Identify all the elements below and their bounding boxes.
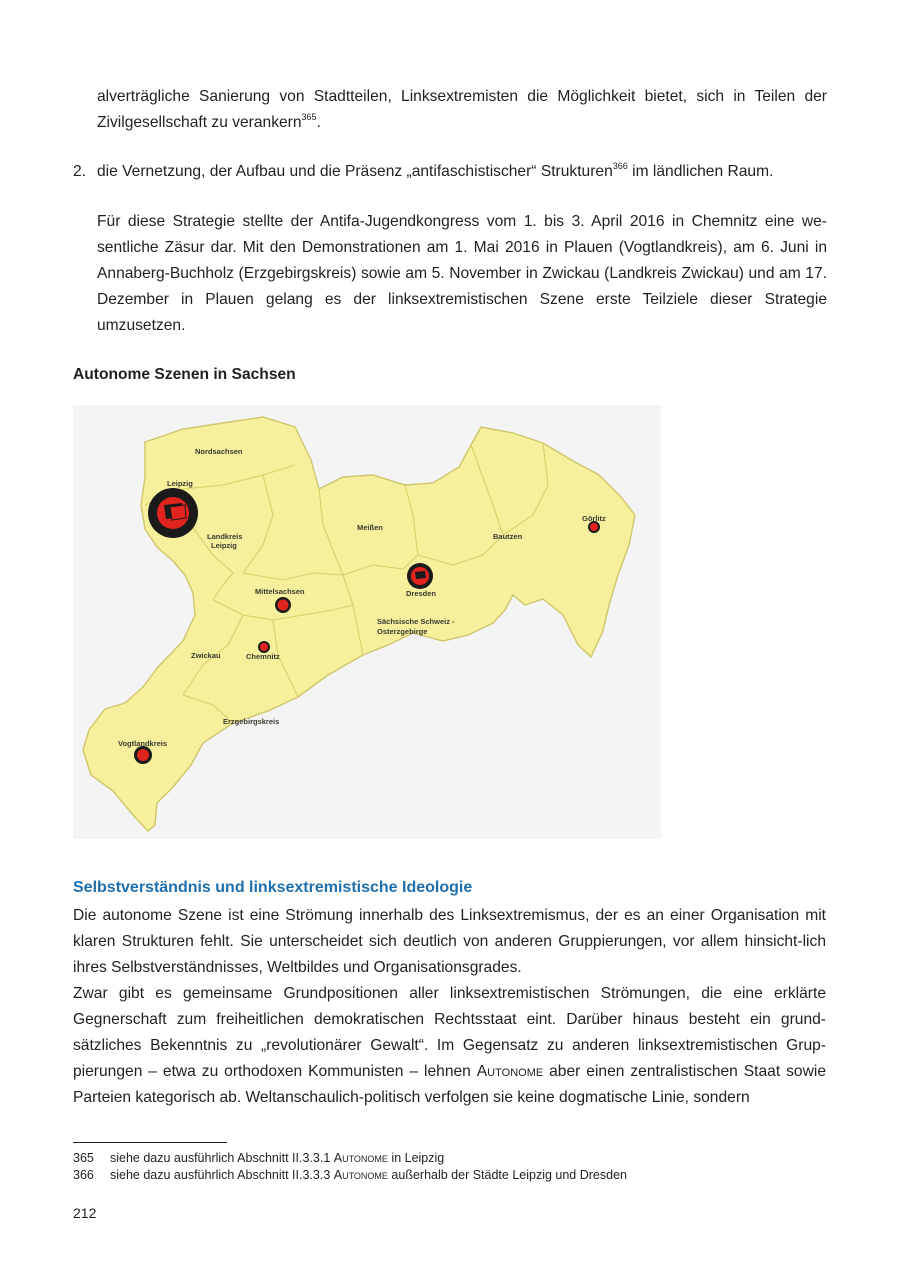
saxony-map (73, 405, 661, 839)
antifa-flag-icon-mittelsachsen (275, 597, 291, 613)
label-saechsische-schweiz-2: Osterzgebirge (377, 627, 428, 636)
label-dresden: Dresden (406, 589, 437, 598)
label-goerlitz: Görlitz (582, 514, 606, 523)
label-zwickau: Zwickau (191, 651, 221, 660)
label-landkreis-leipzig-1: Landkreis (207, 532, 243, 541)
antifa-flag-icon-leipzig (148, 488, 198, 538)
page-number: 212 (73, 1205, 97, 1221)
label-saechsische-schweiz-1: Sächsische Schweiz - (377, 617, 455, 626)
paragraph-continuation: alverträgliche Sanierung von Stadtteilen, Linksextremisten die Möglichkeit bietet, sich in Teilen der Zivilgesellschaft zu verankern$^{365}$. (97, 88, 827, 131)
antifa-flag-icon-dresden (407, 563, 433, 589)
section-paragraph-1: Die autonome Szene ist eine Strömung innerhalb des Linksextremismus, der es an einer Organisation mit klaren Strukturen fehlt. Sie unterscheidet sich deutlich von anderen Gruppierungen, vor allem hinsicht-lich ihres Selbstverständnisses, Weltbildes und Organisationsgrades. (73, 907, 826, 976)
section-paragraph-2: Zwar gibt es gemeinsame Grundpositionen aller linksextremistischen Strömungen, die eine erklärte Gegnerschaft zum freiheitlichen demokratischen Rechtsstaat eint. Darüber hinaus besteht ein grund-sätzliches Bekenntnis zu „revolutionärer Gewalt“. Im Gegensatz zu anderen linksextremistischen Grup-pierungen – etwa zu orthodoxen Kommunisten – lehnen Autonome aber einen zentralistischen Staat sowie Parteien kategorisch ab. Weltanschaulich-politisch verfolgen sie keine dogmatische Linie, sondern (73, 985, 826, 1106)
footnote-ref-366[interactable]: 366 (612, 160, 628, 171)
label-nordsachsen: Nordsachsen (195, 447, 243, 456)
strategy-paragraph: Für diese Strategie stellte der Antifa-Jugendkongress vom 1. bis 3. April 2016 in Chemnitz eine we- sentliche Zäsur dar. Mit den Demonstrationen am 1. Mai 2016 in Plauen (Vogtlandkreis), am 6. Juni in Annaberg-Buchholz (Erzgebirgskreis) sowie am 5. November in Zwickau (Landkreis Zwickau) und am 17. Dezember in Plauen gelang es der linksextremistischen Szene erste Teilziele dieser Strategie umzusetzen. (97, 213, 827, 334)
label-vogtlandkreis: Vogtlandkreis (118, 739, 168, 748)
label-leipzig: Leipzig (167, 479, 193, 488)
label-meissen: Meißen (357, 523, 383, 532)
label-erzgebirgskreis: Erzgebirgskreis (223, 717, 280, 726)
label-bautzen: Bautzen (493, 532, 523, 541)
footnote-365: 365 siehe dazu ausführlich Abschnitt II.3.3.1 Autonome in Leipzig (73, 1151, 445, 1165)
label-mittelsachsen: Mittelsachsen (255, 587, 305, 596)
map-heading: Autonome Szenen in Sachsen (73, 366, 296, 383)
label-landkreis-leipzig-2: Leipzig (211, 541, 237, 550)
label-chemnitz: Chemnitz (246, 652, 280, 661)
footnote-rule (73, 1142, 227, 1143)
footnote-ref-365[interactable]: 365 (301, 111, 317, 122)
footnote-366: 366 siehe dazu ausführlich Abschnitt II.3.3.3 Autonome außerhalb der Städte Leipzig und Dresden (73, 1168, 627, 1182)
list-number: 2. (73, 163, 87, 180)
list-item-2: die Vernetzung, der Aufbau und die Präsenz „antifaschistischer“ Strukturen$^{366}$ im ländlichen Raum. (97, 160, 774, 180)
antifa-flag-icon-vogtlandkreis (134, 746, 152, 764)
section-heading: Selbstverständnis und linksextremistische Ideologie (73, 879, 473, 896)
